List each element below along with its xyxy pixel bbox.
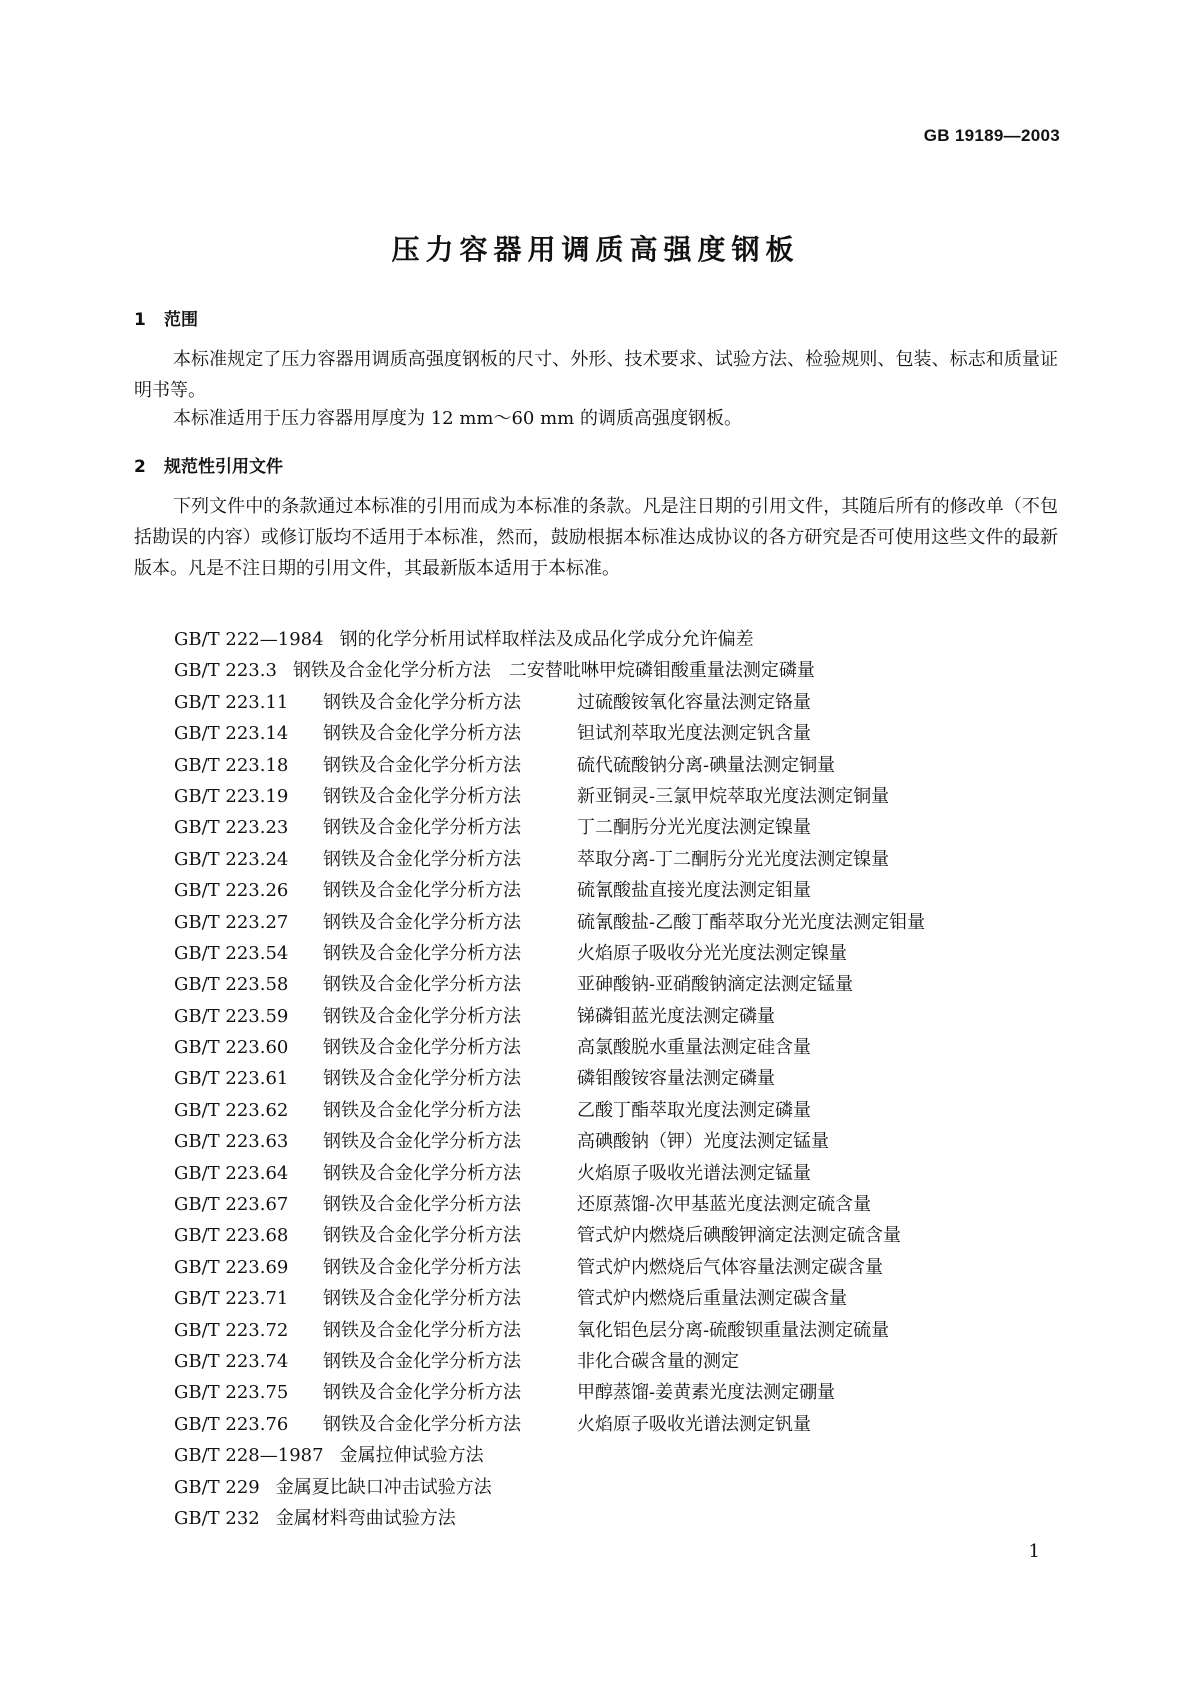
reference-item — [174, 1409, 925, 1440]
section-1-paragraph-2: 本标准适用于压力容器用厚度为 12 mm～60 mm 的调质高强度钢板。 — [173, 408, 742, 429]
reference-part: 钢铁及合金化学分析方法 — [323, 911, 521, 933]
reference-item — [174, 781, 925, 812]
reference-title: 钢的化学分析用试样取样法及成品化学成分允许偏差 — [339, 629, 754, 650]
reference-code: GB/T 223.14 — [174, 723, 289, 745]
standard-code: GB 19189—2003 — [923, 126, 1060, 145]
reference-title: 乙酸丁酯萃取光度法测定磷量 — [577, 1099, 811, 1121]
reference-part: 钢铁及合金化学分析方法 — [323, 1005, 521, 1027]
reference-code: GB/T 223.19 — [174, 785, 289, 807]
reference-code: GB/T 223.68 — [174, 1225, 289, 1247]
reference-code: GB/T 223.64 — [174, 1162, 289, 1184]
reference-part: 钢铁及合金化学分析方法 — [323, 1099, 521, 1121]
reference-code: GB/T 228—1987 — [174, 1445, 324, 1467]
reference-part: 钢铁及合金化学分析方法 — [323, 1194, 521, 1216]
reference-title: 高碘酸钠（钾）光度法测定锰量 — [577, 1131, 829, 1153]
section-number: 1 — [134, 310, 146, 330]
reference-code: GB/T 223.75 — [174, 1382, 289, 1404]
reference-part: 钢铁及合金化学分析方法 — [323, 723, 521, 745]
reference-title: 金属夏比缺口冲击试验方法 — [275, 1476, 492, 1498]
reference-item — [174, 1503, 925, 1534]
reference-code: GB/T 223.67 — [174, 1194, 289, 1216]
reference-item — [174, 624, 925, 655]
reference-code: GB/T 223.11 — [174, 691, 289, 713]
reference-item — [174, 1158, 925, 1189]
reference-title: 钢铁及合金化学分析方法 二安替吡啉甲烷磷钼酸重量法测定磷量 — [292, 660, 815, 682]
reference-item — [174, 1440, 925, 1471]
reference-item — [174, 1189, 925, 1220]
section-title: 规范性引用文件 — [164, 457, 283, 477]
reference-title: 甲醇蒸馏-姜黄素光度法测定硼量 — [577, 1382, 836, 1404]
reference-part: 钢铁及合金化学分析方法 — [323, 1225, 521, 1247]
reference-code: GB/T 223.23 — [174, 817, 289, 839]
reference-title: 萃取分离-丁二酮肟分光光度法测定镍量 — [577, 848, 890, 870]
reference-code: GB/T 223.58 — [174, 974, 289, 996]
normative-references-list — [174, 624, 925, 1534]
reference-item — [174, 1126, 925, 1157]
reference-part: 钢铁及合金化学分析方法 — [323, 880, 521, 902]
reference-title: 管式炉内燃烧后气体容量法测定碳含量 — [577, 1256, 883, 1278]
reference-title: 非化合碳含量的测定 — [577, 1350, 739, 1372]
reference-code: GB/T 223.54 — [174, 942, 289, 964]
reference-title: 硫氰酸盐直接光度法测定钼量 — [577, 880, 811, 902]
section-1-paragraph-1: 本标准规定了压力容器用调质高强度钢板的尺寸、外形、技术要求、试验方法、检验规则、包装、标志和质量证明书等。 — [134, 349, 1058, 401]
reference-item — [174, 969, 925, 1000]
section-number: 2 — [134, 457, 146, 477]
reference-part: 钢铁及合金化学分析方法 — [323, 1288, 521, 1310]
reference-item — [174, 1252, 925, 1283]
reference-title: 金属拉伸试验方法 — [339, 1445, 484, 1467]
reference-part: 钢铁及合金化学分析方法 — [323, 754, 521, 776]
reference-part: 钢铁及合金化学分析方法 — [323, 974, 521, 996]
reference-title: 金属材料弯曲试验方法 — [275, 1507, 456, 1529]
page-number: 1 — [1028, 1541, 1040, 1562]
reference-code: GB/T 222—1984 — [174, 629, 324, 650]
reference-title: 火焰原子吸收光谱法测定锰量 — [577, 1162, 811, 1184]
reference-item — [174, 907, 925, 938]
reference-title: 锑磷钼蓝光度法测定磷量 — [577, 1005, 775, 1027]
reference-code: GB/T 223.62 — [174, 1099, 289, 1121]
reference-title: 火焰原子吸收光谱法测定钒量 — [577, 1413, 811, 1435]
reference-item — [174, 687, 925, 718]
reference-item — [174, 655, 925, 686]
reference-title: 过硫酸铵氧化容量法测定铬量 — [577, 691, 811, 713]
reference-part: 钢铁及合金化学分析方法 — [323, 1162, 521, 1184]
reference-code: GB/T 223.27 — [174, 911, 289, 933]
reference-code: GB/T 223.24 — [174, 848, 289, 870]
reference-part: 钢铁及合金化学分析方法 — [323, 1382, 521, 1404]
reference-item — [174, 1220, 925, 1251]
section-2-heading — [134, 452, 283, 477]
reference-item — [174, 718, 925, 749]
section-title: 范围 — [164, 310, 198, 330]
reference-item — [174, 938, 925, 969]
reference-item — [174, 1032, 925, 1063]
reference-code: GB/T 223.61 — [174, 1068, 289, 1090]
reference-code: GB/T 223.26 — [174, 880, 289, 902]
reference-code: GB/T 223.76 — [174, 1413, 289, 1435]
reference-code: GB/T 229 — [174, 1476, 260, 1498]
reference-part: 钢铁及合金化学分析方法 — [323, 1256, 521, 1278]
reference-part: 钢铁及合金化学分析方法 — [323, 848, 521, 870]
reference-title: 氧化铝色层分离-硫酸钡重量法测定硫量 — [577, 1319, 890, 1341]
reference-title: 高氯酸脱水重量法测定硅含量 — [577, 1037, 811, 1059]
reference-code: GB/T 223.18 — [174, 754, 289, 776]
reference-title: 火焰原子吸收分光光度法测定镍量 — [577, 942, 847, 964]
reference-code: GB/T 223.71 — [174, 1288, 289, 1310]
reference-code: GB/T 223.72 — [174, 1319, 289, 1341]
reference-title: 硫代硫酸钠分离-碘量法测定铜量 — [577, 754, 836, 776]
reference-item — [174, 1001, 925, 1032]
reference-code: GB/T 223.59 — [174, 1005, 289, 1027]
reference-part: 钢铁及合金化学分析方法 — [323, 691, 521, 713]
reference-title: 丁二酮肟分光光度法测定镍量 — [577, 817, 811, 839]
reference-code: GB/T 223.69 — [174, 1256, 289, 1278]
reference-title: 硫氰酸盐-乙酸丁酯萃取分光光度法测定钼量 — [577, 911, 926, 933]
reference-part: 钢铁及合金化学分析方法 — [323, 1350, 521, 1372]
reference-item — [174, 1063, 925, 1094]
reference-code: GB/T 223.3 — [174, 660, 277, 682]
section-1-heading — [134, 305, 198, 330]
reference-item — [174, 844, 925, 875]
reference-part: 钢铁及合金化学分析方法 — [323, 942, 521, 964]
reference-code: GB/T 223.74 — [174, 1350, 289, 1372]
reference-title: 亚砷酸钠-亚硝酸钠滴定法测定锰量 — [577, 974, 854, 996]
document-title: 压力容器用调质高强度钢板 — [391, 233, 800, 266]
reference-code: GB/T 223.63 — [174, 1131, 289, 1153]
reference-part: 钢铁及合金化学分析方法 — [323, 1131, 521, 1153]
reference-part: 钢铁及合金化学分析方法 — [323, 1037, 521, 1059]
reference-part: 钢铁及合金化学分析方法 — [323, 1319, 521, 1341]
reference-item — [174, 1095, 925, 1126]
reference-part: 钢铁及合金化学分析方法 — [323, 1413, 521, 1435]
reference-item — [174, 1315, 925, 1346]
reference-item — [174, 1377, 925, 1408]
reference-part: 钢铁及合金化学分析方法 — [323, 785, 521, 807]
reference-item — [174, 812, 925, 843]
reference-title: 磷钼酸铵容量法测定磷量 — [577, 1068, 775, 1090]
reference-item — [174, 750, 925, 781]
reference-title: 管式炉内燃烧后重量法测定碳含量 — [577, 1288, 847, 1310]
section-2-paragraph-1: 下列文件中的条款通过本标准的引用而成为本标准的条款。凡是注日期的引用文件，其随后所有的修改单（不包括勘误的内容）或修订版均不适用于本标准，然而，鼓励根据本标准达成协议的各方研究是否可使用这些文件的最新版本。凡是不注日期的引用文件，其最新版本适用于本标准。 — [134, 496, 1058, 579]
reference-item — [174, 1283, 925, 1314]
reference-code: GB/T 232 — [174, 1507, 260, 1529]
reference-part: 钢铁及合金化学分析方法 — [323, 817, 521, 839]
reference-title: 钽试剂萃取光度法测定钒含量 — [577, 723, 811, 745]
reference-title: 新亚铜灵-三氯甲烷萃取光度法测定铜量 — [577, 785, 890, 807]
reference-code: GB/T 223.60 — [174, 1037, 289, 1059]
reference-title: 还原蒸馏-次甲基蓝光度法测定硫含量 — [577, 1194, 872, 1216]
reference-item — [174, 1472, 925, 1503]
reference-item — [174, 1346, 925, 1377]
reference-item — [174, 875, 925, 906]
reference-part: 钢铁及合金化学分析方法 — [323, 1068, 521, 1090]
reference-title: 管式炉内燃烧后碘酸钾滴定法测定硫含量 — [577, 1225, 901, 1247]
